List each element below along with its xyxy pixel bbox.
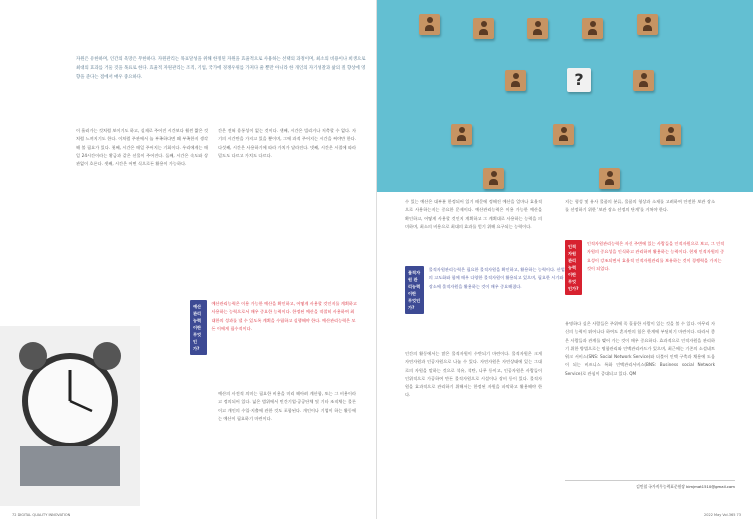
footer-left: 72 DIGITAL QUALITY INNOVATION [12,513,71,517]
wooden-blocks-photo [377,0,753,192]
left-bottom-text: 예산의 사전적 의미는 필요한 비용을 미리 헤아려 계산함, 또는 그 비용이라고 정의되어 있다. 넓은 범위에서 민간기업·공공단체 및 기타 조직체는 물론이고 개인의 수입·지출에 관한 것도 포함된다. 개인이나 기업이 하는 활동에는 예산이 필요하기 마련이다. [218,391,356,421]
footer-right: 2022 May Vol.365 73 [704,513,741,517]
budget-callout [190,300,358,355]
person-block [473,18,494,39]
person-block [483,168,504,189]
budget-callout-tag: 예산관리 능력이란 무엇인가? [190,300,207,355]
left-column-2 [218,127,356,160]
right-column-1 [405,198,542,231]
left-column-1 [76,127,208,168]
person-block [660,124,681,145]
person-block [419,14,440,35]
budget-callout-text: 예산관리능력은 이용 가능한 예산을 확인하고, 어떻게 사용할 것인지를 계획하고 사용하는 능력으로서 매우 중요한 능력이다. 한정된 예산을 적절히 사용하여 최대한의 성과를 낼 수 있도록 계획을 수립하고 실행해야 한다. 예산관리능력은 모든 이에게 필수적이다. [211,301,357,331]
right-col1-bottom-text: 인간의 활동에서는 많은 물적자원이 수반되기 마련이다. 물적자원은 크게 자연자원과 인공자원으로 나눌 수 있다. 자연자원은 자연상태에 있는 그대로의 자원을 말하는 것으로 석유, 석탄, 나무 등이고, 인공자원은 사람들이 인위적으로 가공하여 만든 물적자원으로 시설이나 장비 등이 있다. 물적자원을 효과적으로 관리하기 위해서는 한정된 자원을 파악하고 활용해야 한다. [405,351,542,398]
hr-callout-text: 인적자원관리능력은 자신 주변에 있는 사람들을 인적자원으로 보고, 그 인적자원의 중요성을 인식하고 관리하며 활용하는 능력이다. 현재 인적자원의 중요성이 강조되면서 효율적 인적자원관리를 보유하는 것이 경쟁력을 가지는 것이 되었다. [586,241,725,271]
person-block [637,14,658,35]
right-column-2 [565,320,715,378]
alarm-clock-image [0,326,140,506]
hr-callout-tag: 인적자원 관리능력이란 무엇인가? [565,240,582,295]
left-bottom-column [218,390,356,423]
right-column-2-top [565,198,715,215]
question-block: ? [567,68,591,92]
material-callout [405,266,565,314]
person-block [553,124,574,145]
hr-callout [565,240,725,295]
person-block [527,18,548,39]
right-col2-top-text: 지는 형성 및 유사 물품의 분류, 물품의 형상과 소재를 고려하여 안전한 보관 장소를 선정하기 위한 '보관 장소 선정의 단계'를 거쳐야 한다. [565,199,715,213]
person-block [633,70,654,91]
left-col1-text: 이 흘러가는 것처럼 보이기도 하고, 실제로 주어진 시간보다 훨씬 짧은 것처럼 느껴지기도 한다. 이처럼 주관에서 늘 부족하다면 왜 부족한지 생각해 볼 필요가 있다. 첫째, 시간은 매일 주어지는 기회이다. 우리에게는 매일 24시간이라는 황금과 같은 선물이 주어진다. 둘째, 시간은 속도와 상관없이 흐른다. 셋째, 시간은 어떤 식으로든 활용이 가능하다. [76,128,208,167]
right-col1-text: 수 있는 예산은 대부분 한정되어 있기 때문에 정해진 예산을 얼마나 효율적으로 사용하는지는 중요한 문제이다. 예산관리능력은 이용 가능한 예산을 확인하고, 어떻게 사용할 것인지 계획하고 그 계획대로 사용하는 능력을 의미하며, 최소의 비용으로 최대의 효과를 얻기 위해 요구되는 능력이다. [405,199,542,229]
intro-paragraph: 자원은 유한하며, 인간의 욕망은 무한하다. 자원관리는 목표달성을 위해 한정된 자원을 효율적으로 사용하는 선택의 과정이며, 최소의 비용이나 희생으로 최대의 효과를 거둘 것을 목표로 한다. 효율적 자원관리는 조직, 기업, 국가에 경쟁우위를 가져다 줄 뿐만 아니라 한 개인의 자기성찰과 삶의 질 향상에 영향을 준다는 점에서 매우 중요하다. [76,57,366,81]
right-column-1-bottom [405,350,542,400]
author-line: 김민철 국가직무능력표준원장 kimjmat1510@gmail.com [565,480,735,490]
material-callout-text: 물적자원관리능력은 필요한 물적자원을 확인하고, 활용하는 능력이다. 산업의 고도화와 함께 매우 다양한 물적자원이 활용되고 있으며, 필요한 시기와 장소에 물적자원을 활용하는 것이 매우 중요해졌다. [428,267,565,289]
person-block [451,124,472,145]
left-col2-text: 간은 전혀 융통성이 없는 것이다. 셋째, 시간은 빌리거나 저축할 수 없다. 자기의 시간만을 가지고 있을 뿐이며, 그에 과적 주어지는 시간을 써야만 한다. 다섯째, 시간은 사용하기에 따라 가치가 달라진다. 넷째, 시간은 시절에 따라 밀도도 다르고 가치도 다르다. [218,128,356,158]
right-col2-text: 유명하다 싶은 사람들은 주위에 꼭 훌륭한 사람이 있는 것을 볼 수 있다. 아무리 자신의 능력이 뛰어나다 하여도 혼자만의 힘은 한계에 부딪히기 마련이다. 따라서 좋은 사람들과 관계를 맺어 가는 것이 매우 중요하다. 효과적으로 인적자원을 관리하기 위한 방법으로는 명함관리와 인맥관리카드가 있으며, 최근에는 기존의 소셜네트워크 서비스(SNS: Social Network Service)와 더불어 인맥 구축과 채용에 도움이 되는 비즈니스 특화 인맥관리서비스(BNS: Business social Network Service)로 관심이 증대되고 있다. QM [565,321,715,376]
person-block [505,70,526,91]
person-block [599,168,620,189]
person-block [582,18,603,39]
material-callout-tag: 물적자원 관리능력이란 무엇인가? [405,266,424,314]
